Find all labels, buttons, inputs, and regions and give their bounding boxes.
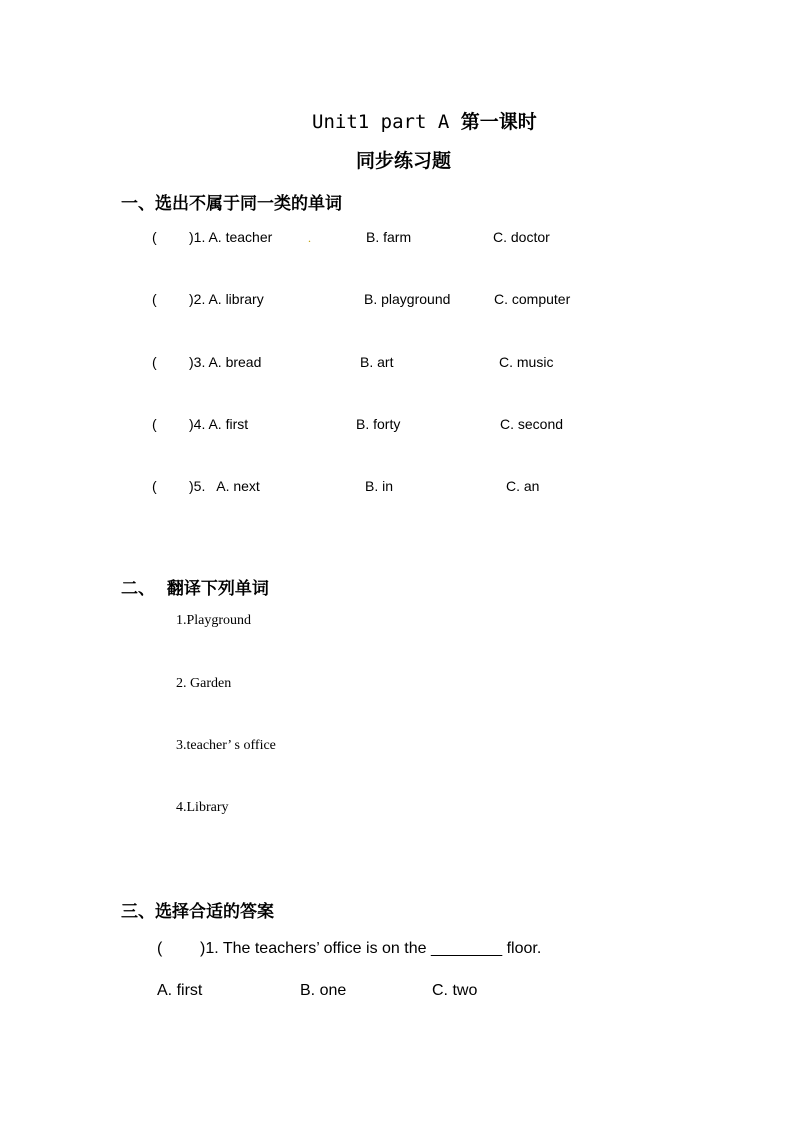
question-text: )1. The teachers’ office is on the ________ floor. [200,940,542,957]
answer-bracket[interactable]: ( [152,416,157,432]
answer-bracket[interactable]: ( [152,478,157,494]
question-option-a: )4. A. first [189,416,249,432]
question-option-c: C. doctor [493,229,550,245]
stray-mark: . [308,231,311,245]
question-option-b: B. playground [364,291,451,307]
question-option-a: )5. A. next [189,478,260,494]
question-option-c: C. second [500,416,564,432]
question-option-a: A. first [157,982,203,999]
question-option-b: B. farm [366,229,412,245]
question-option-b: B. art [360,354,394,370]
question-option-c: C. two [432,982,478,999]
page-subtitle: 同步练习题 [356,150,452,172]
answer-bracket[interactable]: ( [152,229,157,245]
answer-bracket[interactable]: ( [152,291,157,307]
section1-heading: 一、选出不属于同一类的单词 [121,194,342,214]
question-option-b: B. in [365,478,394,494]
question-option-a: )1. A. teacher [189,229,273,245]
question-option-b: B. one [300,982,347,999]
answer-bracket[interactable]: ( [152,354,157,370]
question-option-c: C. computer [494,291,571,307]
question-option-a: )2. A. library [189,291,264,307]
question-option-a: )3. A. bread [189,354,262,370]
title-unit: Unit1 part A [312,111,450,133]
answer-bracket[interactable]: ( [157,940,163,957]
page-title [312,107,537,134]
translate-item: 3.teacher’ s office [176,738,276,753]
title-lesson: 第一课时 [460,111,537,133]
section3-heading: 三、选择合适的答案 [121,902,274,922]
question-option-c: C. music [499,354,554,370]
translate-item: 1.Playground [176,613,252,628]
question-option-b: B. forty [356,416,401,432]
translate-item: 4.Library [176,800,229,815]
section2-heading: 二、 翻译下列单词 [121,579,269,599]
translate-item: 2. Garden [176,676,232,691]
question-option-c: C. an [506,478,540,494]
